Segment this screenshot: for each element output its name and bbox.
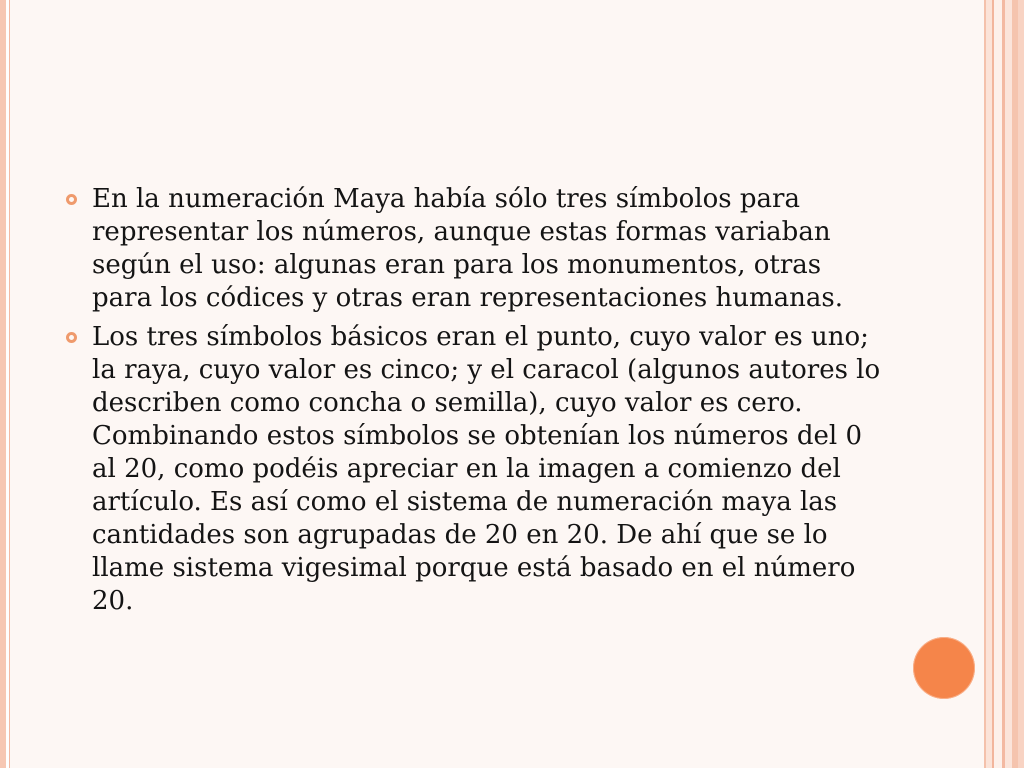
hollow-circle-icon [66, 194, 77, 205]
right-border-stripes [984, 0, 1024, 768]
bullet-text: Los tres símbolos básicos eran el punto, cuyo valor es uno; la raya, cuyo valor es cinco; y el caracol (algunos autores lo describen como concha o semilla), cuyo valor es cero. Combinando estos símbolos se obtenían los números del 0 al 20, como podéis apreciar en la imagen a comienzo del artículo. Es así como el sistema de numeración maya las cantidades son agrupadas de 20 en 20. De ahí que se lo llame sistema vigesimal porque está basado en el número 20. [92, 322, 881, 616]
right-stripe-6 [1005, 0, 1012, 768]
bullet-item [64, 183, 884, 315]
hollow-circle-icon [66, 332, 77, 343]
bullet-text: En la numeración Maya había sólo tres símbolos para representar los números, aunque estas formas variaban según el uso: algunas eran para los monumentos, otras para los códices y otras eran representaciones humanas. [92, 184, 844, 313]
left-border-stripe [0, 0, 6, 768]
bullet-item [64, 321, 884, 618]
bullet-list [64, 183, 884, 624]
right-stripe-4 [994, 0, 1002, 768]
decorative-circle-icon [913, 637, 975, 699]
right-stripe-8 [1018, 0, 1024, 768]
